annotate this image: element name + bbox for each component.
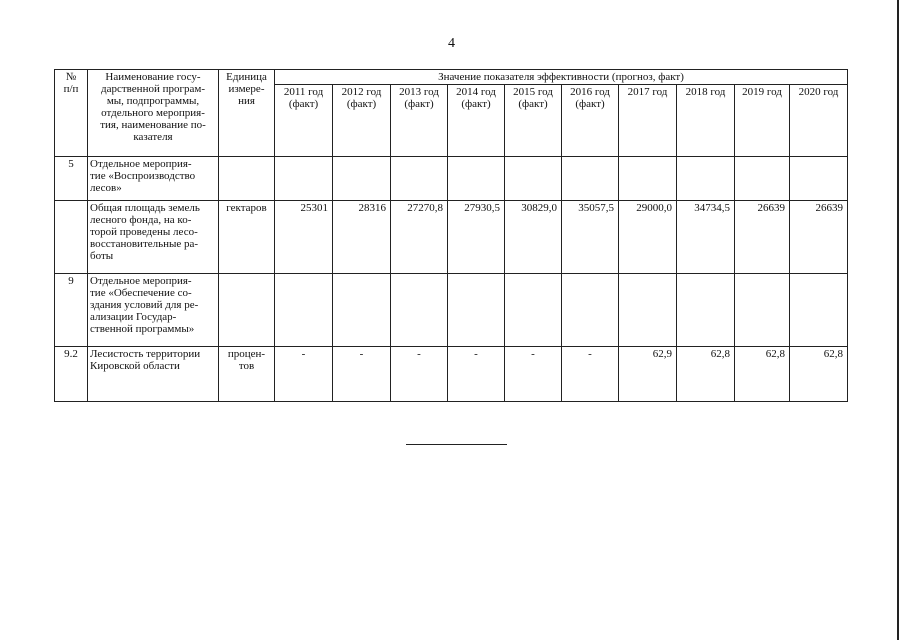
value-cell: 62,8: [735, 347, 790, 402]
row-name: Отдельное мероприя- тие «Обеспечение со- здания условий для ре- ализации Государ- ственной программы»: [88, 274, 219, 347]
value-cell: [562, 274, 619, 347]
header-num: [55, 70, 88, 157]
header-year: [677, 85, 735, 157]
row-unit: [219, 157, 275, 201]
value-cell: 35057,5: [562, 201, 619, 274]
header-year-text: 2017 год: [627, 86, 668, 98]
value-cell: [790, 274, 848, 347]
header-year: [275, 85, 333, 157]
value-cell: 62,9: [619, 347, 677, 402]
header-group: [275, 70, 848, 85]
header-num-text: № п/п: [63, 71, 79, 95]
header-year-text: 2018 год: [685, 86, 726, 98]
table-row: [55, 347, 848, 402]
value-cell: 28316: [333, 201, 391, 274]
row-num: 9: [55, 274, 88, 347]
value-cell: 62,8: [790, 347, 848, 402]
value-cell: [448, 157, 505, 201]
value-cell: [790, 157, 848, 201]
value-cell: [677, 274, 735, 347]
row-num: 5: [55, 157, 88, 201]
value-cell: [735, 157, 790, 201]
value-cell: [333, 157, 391, 201]
header-year-text: 2015 год (факт): [513, 86, 553, 110]
value-cell: -: [505, 347, 562, 402]
table-row: [55, 157, 848, 201]
header-year-text: 2013 год (факт): [399, 86, 439, 110]
value-cell: [505, 157, 562, 201]
indicator-table-container: [54, 69, 848, 402]
header-year: [562, 85, 619, 157]
value-cell: 34734,5: [677, 201, 735, 274]
value-cell: [391, 157, 448, 201]
header-year: [790, 85, 848, 157]
value-cell: -: [562, 347, 619, 402]
header-year-text: 2011 год (факт): [283, 86, 324, 110]
header-year: [619, 85, 677, 157]
row-name: Лесистость территории Кировской области: [88, 347, 219, 402]
header-year-text: 2014 год (факт): [456, 86, 496, 110]
value-cell: [619, 157, 677, 201]
header-year-text: 2012 год (факт): [341, 86, 382, 110]
value-cell: [333, 274, 391, 347]
value-cell: [448, 274, 505, 347]
header-year: [391, 85, 448, 157]
value-cell: -: [448, 347, 505, 402]
value-cell: [562, 157, 619, 201]
header-group-text: Значение показателя эффективности (прогноз, факт): [438, 71, 684, 83]
value-cell: 26639: [790, 201, 848, 274]
header-year: [333, 85, 391, 157]
value-cell: [619, 274, 677, 347]
value-cell: [275, 274, 333, 347]
header-year-text: 2016 год (факт): [570, 86, 610, 110]
value-cell: 27930,5: [448, 201, 505, 274]
value-cell: 29000,0: [619, 201, 677, 274]
header-name-text: Наименование госу- дарственной програм- мы, подпрограммы, отдельного мероприя- тия, наименование по- казателя: [100, 71, 206, 143]
value-cell: 62,8: [677, 347, 735, 402]
row-unit: [219, 274, 275, 347]
page-number: 4: [448, 36, 455, 51]
value-cell: 27270,8: [391, 201, 448, 274]
value-cell: -: [333, 347, 391, 402]
value-cell: 26639: [735, 201, 790, 274]
page-edge: [897, 0, 899, 640]
row-unit: гектаров: [219, 201, 275, 274]
header-unit: [219, 70, 275, 157]
table-row: [55, 274, 848, 347]
header-year: [735, 85, 790, 157]
value-cell: -: [275, 347, 333, 402]
table-row: [55, 201, 848, 274]
value-cell: -: [391, 347, 448, 402]
closing-rule: [406, 444, 507, 445]
value-cell: [505, 274, 562, 347]
header-year-text: 2019 год: [742, 86, 782, 98]
value-cell: 30829,0: [505, 201, 562, 274]
header-unit-text: Единица измере- ния: [226, 71, 267, 107]
header-year-text: 2020 год: [798, 86, 839, 98]
header-year: [505, 85, 562, 157]
value-cell: [677, 157, 735, 201]
row-unit: процен- тов: [219, 347, 275, 402]
header-year: [448, 85, 505, 157]
value-cell: [735, 274, 790, 347]
header-name: [88, 70, 219, 157]
value-cell: [391, 274, 448, 347]
value-cell: 25301: [275, 201, 333, 274]
indicator-table: [54, 69, 848, 402]
row-num: [55, 201, 88, 274]
value-cell: [275, 157, 333, 201]
row-name: Общая площадь земель лесного фонда, на ко- торой проведены лесо- восстановительные ра- боты: [88, 201, 219, 274]
row-name: Отдельное мероприя- тие «Воспроизводство лесов»: [88, 157, 219, 201]
row-num: 9.2: [55, 347, 88, 402]
